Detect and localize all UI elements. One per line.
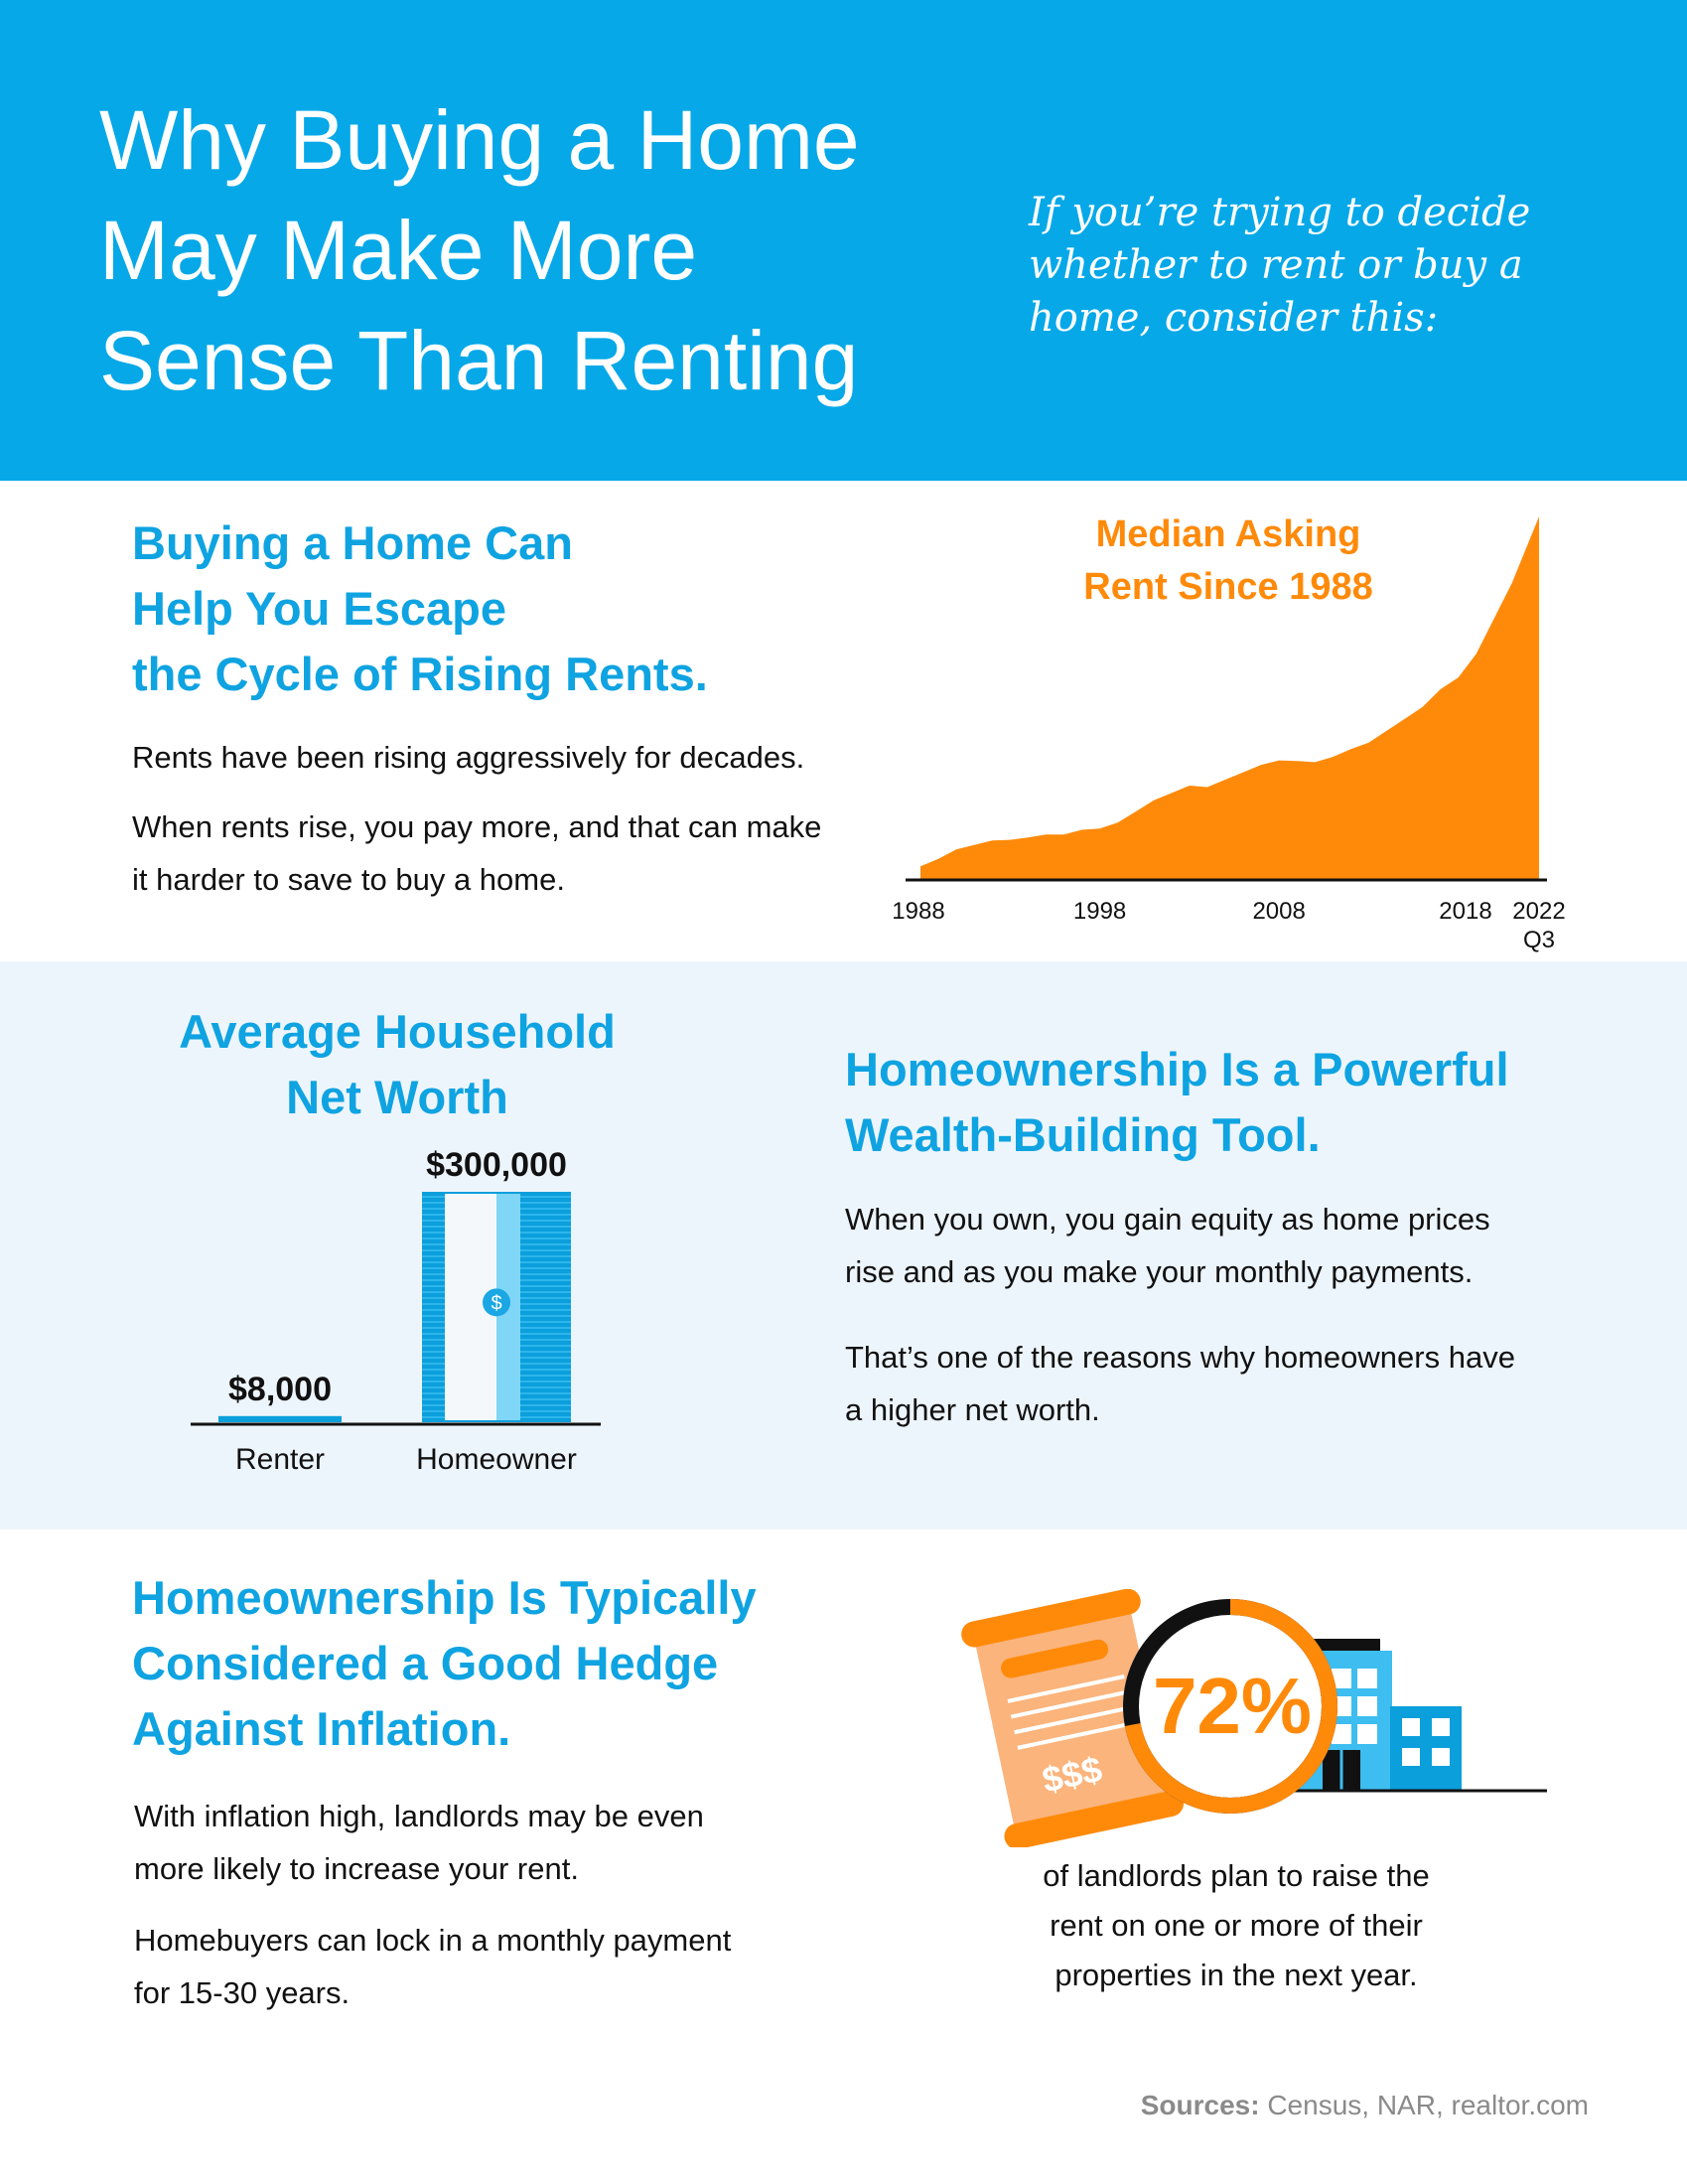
landlord-stat-graphic (953, 1589, 1559, 1847)
scroll-money-text: $$$ (1039, 1748, 1106, 1801)
paragraph-line: With inflation high, landlords may be even (134, 1799, 704, 1833)
chart-title-line: Average Household (179, 1005, 616, 1058)
paragraph-line: for 15-30 years. (134, 1975, 351, 2010)
description-line: of landlords plan to raise the (1043, 1858, 1430, 1893)
title-line: Why Buying a Home (99, 93, 860, 187)
x-tick-sublabel: Q3 (1522, 927, 1556, 953)
svg-text:$: $ (491, 1292, 502, 1315)
sources-note (993, 2090, 1589, 2121)
stat-description (978, 1851, 1494, 2000)
heading-line: Homeownership Is Typically (132, 1571, 757, 1624)
chart-title-line: Rent Since 1988 (1083, 566, 1373, 608)
intro-line: If you’re trying to decide (1029, 190, 1531, 235)
heading-line: Considered a Good Hedge (132, 1637, 719, 1689)
chart-title-line: Median Asking (1095, 513, 1361, 555)
paragraph-line: more likely to increase your rent. (134, 1851, 579, 1886)
chart-title-line: Net Worth (286, 1071, 508, 1123)
x-tick-label: 2022 (1512, 898, 1566, 925)
x-tick-label: 1998 (1072, 898, 1127, 925)
rising-rents-heading (132, 510, 907, 707)
sources-text: Census, NAR, realtor.com (1259, 2090, 1589, 2120)
description-line: rent on one or more of their (1050, 1908, 1423, 1943)
rising-rents-paragraph-2 (132, 801, 887, 906)
net-worth-chart-title (139, 999, 655, 1130)
bar-category-label: Renter (234, 1443, 326, 1476)
title-line: Sense Than Renting (99, 314, 859, 407)
net-worth-bar-chart (179, 1132, 616, 1490)
intro-line: whether to rent or buy a (1029, 242, 1523, 288)
wealth-building-heading (845, 1037, 1619, 1168)
paragraph-line: rise and as you make your monthly payments. (845, 1254, 1474, 1289)
paragraph-line: That’s one of the reasons why homeowners have (845, 1340, 1515, 1375)
dollar-coin-icon (483, 1288, 510, 1316)
median-rent-area-chart (874, 497, 1589, 963)
x-tick-label: 2008 (1252, 898, 1306, 925)
bar-category-label: Homeowner (416, 1443, 577, 1476)
paragraph-line: When rents rise, you pay more, and that can make (132, 809, 822, 844)
percentage-ring (1123, 1599, 1337, 1814)
heading-line: Against Inflation. (132, 1702, 511, 1755)
paragraph-line: When you own, you gain equity as home prices (845, 1202, 1490, 1237)
bar-value-label: $300,000 (426, 1146, 567, 1184)
sources-label: Sources: (1140, 2090, 1260, 2120)
heading-line: Help You Escape (132, 582, 507, 635)
paragraph-line: a higher net worth. (845, 1392, 1100, 1427)
bar-renter (218, 1416, 342, 1422)
inflation-paragraph-2 (134, 1914, 829, 2019)
heading-line: Buying a Home Can (132, 516, 573, 569)
paragraph-line: Homebuyers can lock in a monthly payment (134, 1923, 732, 1958)
heading-line: Homeownership Is a Powerful (845, 1043, 1509, 1095)
x-tick-label: 2018 (1439, 898, 1492, 925)
stat-value: 72% (1152, 1662, 1313, 1750)
wealth-paragraph-1 (845, 1193, 1600, 1298)
x-tick-label: 1988 (892, 898, 945, 925)
rising-rents-paragraph-1: Rents have been rising aggressively for decades. (132, 740, 805, 775)
paragraph-line: it harder to save to buy a home. (132, 862, 565, 897)
inflation-paragraph-1 (134, 1790, 829, 1895)
heading-line: Wealth-Building Tool. (845, 1108, 1321, 1161)
description-line: properties in the next year. (1054, 1958, 1418, 1992)
intro-line: home, consider this: (1029, 295, 1439, 341)
intro-text (1029, 187, 1545, 345)
heading-line: the Cycle of Rising Rents. (132, 648, 708, 700)
page-title (99, 85, 973, 416)
title-line: May Make More (99, 204, 698, 297)
bar-value-label: $8,000 (228, 1370, 332, 1408)
inflation-hedge-heading (132, 1565, 907, 1762)
wealth-paragraph-2 (845, 1331, 1600, 1436)
